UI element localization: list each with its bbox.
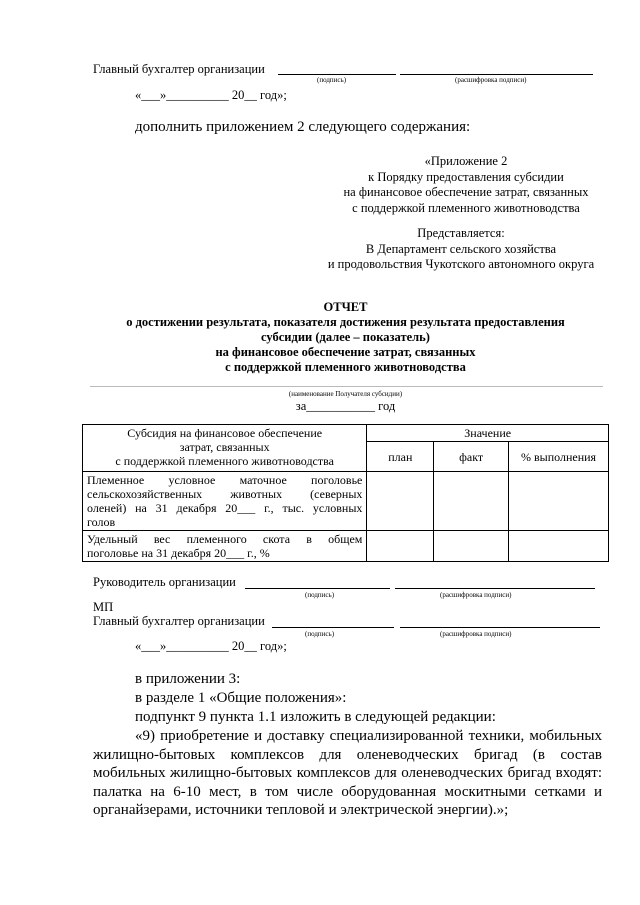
indicator-cell	[83, 531, 367, 562]
top-name-line	[400, 74, 593, 75]
top-date-line: «___»__________ 20__ год»;	[135, 88, 287, 102]
fact-header: факт	[434, 442, 509, 472]
indicator-line: Племенное условное маточное поголовье	[87, 473, 363, 487]
body-paragraph	[93, 727, 602, 820]
percent-header: % выполнения	[509, 442, 609, 472]
appendix-header	[306, 154, 626, 216]
paragraph-line: «9) приобретение и доставку специализированной техники, мобильных	[135, 728, 602, 744]
subsidy-header-cell	[83, 425, 367, 472]
bottom-date-line: «___»__________ 20__ год»;	[135, 639, 287, 653]
head-sign-caption: (подпись)	[305, 591, 335, 599]
appendix-header-line: с поддержкой племенного животноводства	[352, 200, 580, 215]
paragraph-line: палатка на 6-10 мест, в том числе оборудованная москитными сетками и	[93, 783, 602, 800]
percent-cell	[509, 472, 609, 531]
accountant-sign-line	[272, 627, 394, 628]
appendix-header-line: на финансовое обеспечение затрат, связанных	[343, 185, 589, 199]
report-title: ОТЧЕТ	[323, 300, 368, 314]
indicator-line: голов	[87, 515, 116, 529]
submitted-line: и продовольствия Чукотского автономного округа	[327, 257, 595, 271]
table-row	[83, 472, 609, 531]
percent-cell	[509, 531, 609, 562]
accountant-name-line	[400, 627, 600, 628]
head-label: Руководитель организации	[93, 575, 236, 589]
appendix-header-line: к Порядку предоставления субсидии	[368, 169, 564, 184]
body-line: подпункт 9 пункта 1.1 изложить в следующей редакции:	[135, 709, 496, 725]
plan-header: план	[367, 442, 434, 472]
plan-cell	[367, 472, 434, 531]
submitted-block	[300, 226, 622, 273]
fact-cell	[434, 531, 509, 562]
report-subtitle-line: субсидии (далее – показатель)	[261, 330, 430, 344]
head-sign-line	[245, 588, 390, 589]
subsidy-header-line: с поддержкой племенного животноводства	[115, 454, 334, 468]
body-line: в разделе 1 «Общие положения»:	[135, 690, 347, 706]
year-line: за___________ год	[295, 399, 396, 413]
report-subtitle-line: на финансовое обеспечение затрат, связанных	[215, 345, 476, 359]
plan-cell	[367, 531, 434, 562]
report-subtitle-line: с поддержкой племенного животноводства	[225, 360, 466, 374]
indicator-line: Удельный вес племенного скота в общем	[87, 532, 363, 546]
indicator-line: сельскохозяйственных животных (северных	[87, 487, 363, 501]
report-table	[82, 424, 609, 562]
value-header: Значение	[367, 425, 609, 442]
intro-text: дополнить приложением 2 следующего содержания:	[135, 119, 471, 135]
submitted-line: Представляется:	[417, 226, 505, 240]
report-subtitle-line: о достижении результата, показателя достижения результата предоставления	[126, 315, 565, 329]
paragraph-line: жилищно-бытовых комплексов для оленеводческих бригад (в состав	[93, 746, 602, 763]
indicator-cell	[83, 472, 367, 531]
report-title-block	[82, 300, 609, 375]
top-sign-line	[278, 74, 396, 75]
subsidy-header-line: Субсидия на финансовое обеспечение	[127, 426, 323, 440]
paragraph-line: мобильных жилищно-бытовых комплексов для оленеводческих бригад входят:	[93, 765, 602, 781]
recipient-caption: (наименование Получателя субсидии)	[288, 390, 403, 398]
accountant-label: Главный бухгалтер организации	[93, 614, 265, 628]
head-name-line	[395, 588, 595, 589]
top-accountant-label: Главный бухгалтер организации	[93, 62, 265, 76]
subsidy-header-line: затрат, связанных	[179, 440, 270, 454]
appendix-header-line: «Приложение 2	[424, 154, 508, 168]
indicator-line: оленей) на 31 декабря 20___ г., тыс. условных	[87, 501, 363, 515]
body-line: в приложении 3:	[135, 671, 241, 687]
submitted-line: В Департамент сельского хозяйства	[365, 241, 557, 256]
accountant-name-caption: (расшифровка подписи)	[440, 630, 512, 638]
paragraph-line: органайзерами, источники тепловой и электрической энергии).»;	[93, 802, 509, 818]
fact-cell	[434, 472, 509, 531]
recipient-line	[90, 386, 603, 387]
top-sign-caption: (подпись)	[317, 76, 347, 84]
accountant-sign-caption: (подпись)	[305, 630, 335, 638]
stamp-label: МП	[93, 600, 114, 614]
table-row	[83, 531, 609, 562]
top-name-caption: (расшифровка подписи)	[455, 76, 527, 84]
indicator-line: поголовье на 31 декабря 20___ г., %	[87, 546, 270, 560]
head-name-caption: (расшифровка подписи)	[440, 591, 512, 599]
